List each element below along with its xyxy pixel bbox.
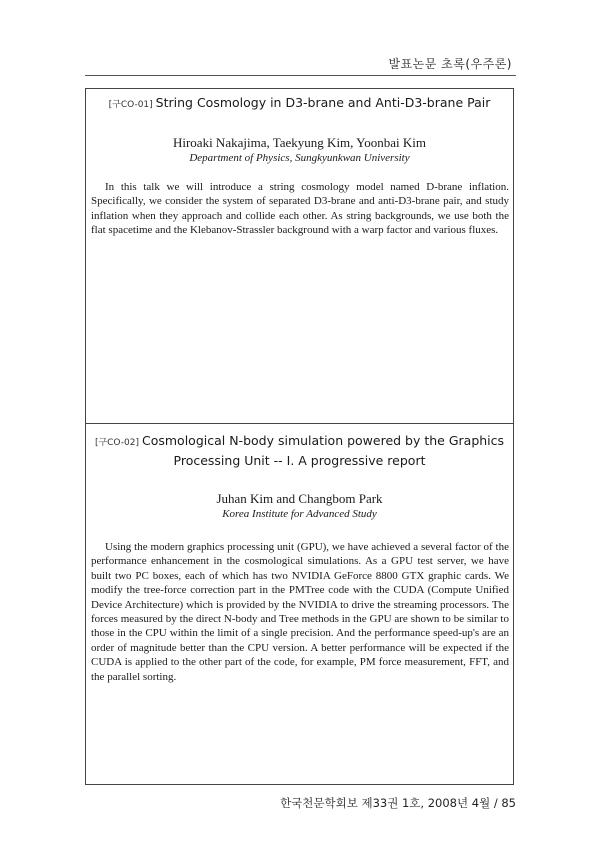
abstract-title	[88, 94, 511, 114]
abstract-co-02	[86, 424, 513, 684]
abstract-authors: Hiroaki Nakajima, Taekyung Kim, Yoonbai Kim	[172, 135, 427, 150]
abstract-title-line	[88, 94, 511, 114]
abstract-title-line: Processing Unit -- I. A progressive report	[173, 453, 426, 468]
abstract-body: Using the modern graphics processing unit (GPU), we have achieved a several factor of the performance enhancement in the cosmological simulations. As a GPU test server, we have built two PC boxes, each of which has two NVIDIA GeForce 8800 GTX graphic cards. We modify the tree-force correction part in the PMTree code with the CUDA (Compute Unified Device Architecture) which is provided by the NVIDIA to drive the streaming processors. The forces measured by the direct N-body and Tree methods in the GPU are shown to be similar to those in the CPU within the limit of a single precision. And the performance speed-up's are an order of magnitude better than the CPU version. A better performance will be expected if the CUDA is applied to the other part of the code, for example, PM force measurement, FFT, and the parallel sorting.	[91, 541, 509, 683]
abstract-title	[88, 432, 511, 470]
abstract-authors: Juhan Kim and Changbom Park	[216, 491, 383, 506]
abstract-affiliation: Department of Physics, Sungkyunkwan University	[189, 152, 410, 164]
abstract-title-text: Cosmological N-body simulation powered by the Graphics	[141, 433, 505, 448]
abstract-affiliation: Korea Institute for Advanced Study	[222, 508, 377, 520]
page-footer: 한국천문학회보 제33권 1호, 2008년 4월 / 85	[280, 796, 516, 810]
abstracts-frame	[85, 88, 514, 785]
abstract-body: In this talk we will introduce a string cosmology model named D-brane inflation. Specifically, we consider the system of separated D3-brane and anti-D3-brane pair, and study inflation when they approach and collide each other. As string backgrounds, we use both the flat spacetime and the Klebanov-Strassler background with a warp factor and various fluxes.	[91, 181, 509, 237]
abstract-title-line	[88, 432, 511, 452]
abstract-title-text: String Cosmology in D3-brane and Anti-D3-brane Pair	[155, 95, 491, 110]
abstract-co-01	[86, 89, 513, 238]
abstract-code: [구CO-01]	[108, 100, 153, 110]
abstract-code: [구CO-02]	[94, 438, 139, 448]
running-header: 발표논문 초록(우주론)	[388, 57, 512, 71]
header-rule	[85, 75, 516, 76]
